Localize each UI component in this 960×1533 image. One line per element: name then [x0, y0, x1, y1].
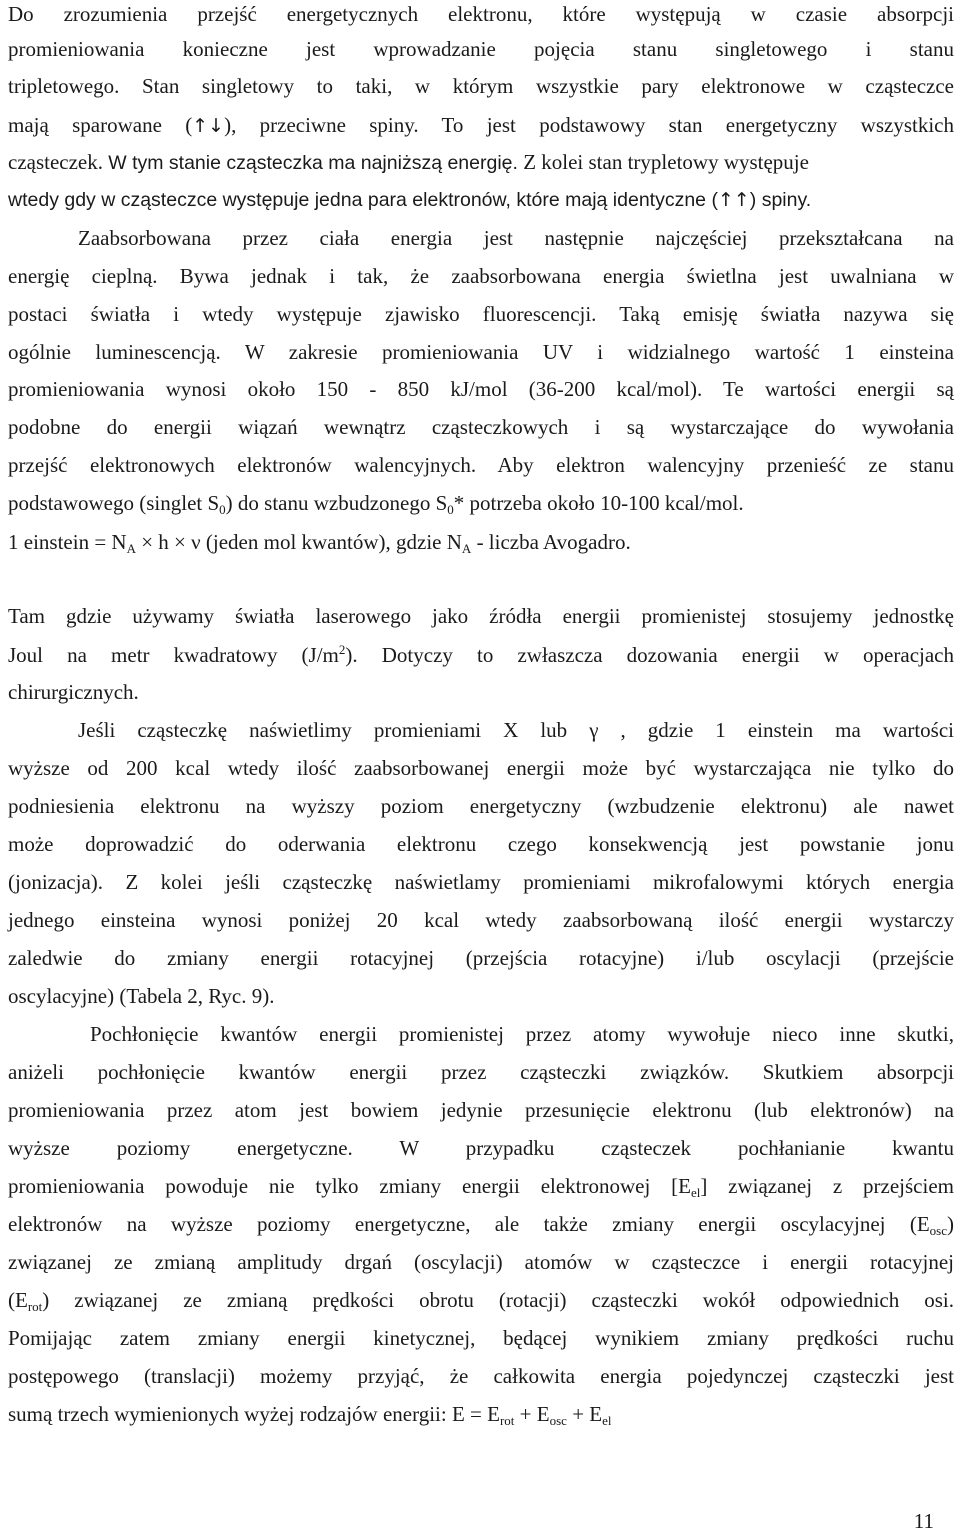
- spin-up-up-arrows-icon: ↑↑: [717, 189, 750, 211]
- paragraph-2-line-7: przejść elektronowych elektronów walencyjnych. Aby elektron walencyjny przenieść ze stanu: [8, 453, 954, 477]
- paragraph-4-line-1: Jeśli cząsteczkę naświetlimy promieniami X lub γ , gdzie 1 einstein ma wartości: [78, 718, 954, 742]
- text-segment: podstawowego (singlet S: [8, 491, 220, 515]
- paragraph-2-line-6: podobne do energii wiązań wewnątrz cząsteczkowych i są wystarczające do wywołania: [8, 415, 954, 439]
- subscript: osc: [929, 1223, 947, 1238]
- paragraph-1-line-4: [8, 113, 954, 138]
- text-segment: ) spiny.: [749, 189, 812, 211]
- text-segment: Z kolei stan trypletowy występuje: [523, 150, 809, 174]
- paragraph-2-line-2: energię cieplną. Bywa jednak i tak, że zaabsorbowana energia świetlna jest uwalniana w: [8, 264, 954, 288]
- text-segment: ) związanej ze zmianą prędkości obrotu (rotacji) cząsteczki wokół odpowiednich osi.: [42, 1288, 954, 1312]
- text-segment: + E: [566, 1402, 603, 1426]
- subscript: 0: [219, 502, 226, 517]
- subscript: rot: [27, 1299, 43, 1314]
- text-segment: ). Dotyczy to zwłaszcza dozowania energii w operacjach: [345, 643, 954, 667]
- paragraph-4-line-2: wyższe od 200 kcal wtedy ilość zaabsorbowanej energii może być wystarczająca nie tylko do: [8, 756, 954, 780]
- subscript: osc: [549, 1413, 567, 1428]
- text-segment: promieniowania powoduje nie tylko zmiany energii elektronowej [E: [8, 1174, 691, 1198]
- paragraph-4-line-4: może doprowadzić do oderwania elektronu czego konsekwencją jest powstanie jonu: [8, 832, 954, 856]
- paragraph-4-line-5: (jonizacja). Z kolei jeśli cząsteczkę naświetlamy promieniami mikrofalowymi których energia: [8, 870, 954, 894]
- paragraph-5-line-4: wyższe poziomy energetyczne. W przypadku cząsteczek pochłanianie kwantu: [8, 1136, 954, 1160]
- paragraph-5-line-11-energy-sum: [8, 1402, 954, 1426]
- text-segment: ), przeciwne spiny. To jest podstawowy stan energetyczny wszystkich: [224, 113, 954, 137]
- paragraph-3-line-3: chirurgicznych.: [8, 680, 139, 704]
- paragraph-5-line-1: Pochłonięcie kwantów energii promienistej przez atomy wywołuje nieco inne skutki,: [90, 1022, 954, 1046]
- text-segment: wtedy gdy w cząsteczce występuje jedna para elektronów, które mają identyczne (: [8, 189, 718, 211]
- subscript: A: [461, 541, 472, 556]
- paragraph-1-line-6: [8, 188, 954, 212]
- paragraph-5-line-6: [8, 1212, 954, 1236]
- paragraph-5-line-3: promieniowania przez atom jest bowiem jedynie przesunięcie elektronu (lub elektronów) na: [8, 1098, 954, 1122]
- paragraph-5-line-2: aniżeli pochłonięcie kwantów energii przez cząsteczki związków. Skutkiem absorpcji: [8, 1060, 954, 1084]
- paragraph-1-line-3: tripletowego. Stan singletowy to taki, w którym wszystkie pary elektronowe w cząsteczce: [8, 74, 954, 98]
- paragraph-3-line-2: [8, 643, 954, 667]
- subscript: 0: [447, 502, 454, 517]
- paragraph-2-line-1: Zaabsorbowana przez ciała energia jest następnie najczęściej przekształcana na: [78, 226, 954, 250]
- text-segment: mają sparowane (: [8, 113, 193, 137]
- paragraph-2-line-4: ogólnie luminescencją. W zakresie promieniowania UV i widzialnego wartość 1 einsteina: [8, 340, 954, 364]
- text-segment: (E: [8, 1288, 28, 1312]
- text-segment: 1 einstein = N: [8, 530, 127, 554]
- text-segment-sans: W tym stanie cząsteczka ma najniższą energię.: [108, 152, 518, 174]
- text-segment: ) do stanu wzbudzonego S: [225, 491, 448, 515]
- spin-up-down-arrows-icon: ↑↓: [192, 115, 225, 137]
- paragraph-5-line-8: [8, 1288, 954, 1312]
- subscript: rot: [499, 1413, 515, 1428]
- text-segment: - liczba Avogadro.: [471, 530, 631, 554]
- text-segment: + E: [514, 1402, 550, 1426]
- paragraph-2-line-8: [8, 491, 954, 515]
- paragraph-4-line-7: zaledwie do zmiany energii rotacyjnej (przejścia rotacyjne) i/lub oscylacji (przejście: [8, 946, 954, 970]
- text-segment: * potrzeba około 10-100 kcal/mol.: [453, 491, 744, 515]
- paragraph-4-line-3: podniesienia elektronu na wyższy poziom energetyczny (wzbudzenie elektronu) ale nawet: [8, 794, 954, 818]
- text-segment: ] związanej z przejściem: [700, 1174, 954, 1198]
- paragraph-1-line-2: promieniowania konieczne jest wprowadzanie pojęcia stanu singletowego i stanu: [8, 37, 954, 61]
- text-segment: × h × ν (jeden mol kwantów), gdzie N: [135, 530, 462, 554]
- subscript: A: [126, 541, 136, 556]
- paragraph-5-line-5: [8, 1174, 954, 1198]
- paragraph-2-line-5: promieniowania wynosi około 150 - 850 kJ/mol (36-200 kcal/mol). Te wartości energii są: [8, 377, 954, 401]
- text-segment: ): [947, 1212, 954, 1236]
- text-segment: Joul na metr kwadratowy (J/m: [8, 643, 339, 667]
- paragraph-1-line-1: Do zrozumienia przejść energetycznych elektronu, które występują w czasie absorpcji: [8, 2, 954, 26]
- paragraph-5-line-9: Pomijając zatem zmiany energii kinetycznej, będącej wynikiem zmiany prędkości ruchu: [8, 1326, 954, 1350]
- subscript: el: [602, 1413, 612, 1428]
- paragraph-5-line-10: postępowego (translacji) możemy przyjąć, że całkowita energia pojedynczej cząsteczki jest: [8, 1364, 954, 1388]
- paragraph-5-line-7: związanej ze zmianą amplitudy drgań (oscylacji) atomów w cząsteczce i energii rotacyjnej: [8, 1250, 954, 1274]
- subscript: el: [690, 1185, 701, 1200]
- text-segment: sumą trzech wymienionych wyżej rodzajów energii: E = E: [8, 1402, 500, 1426]
- paragraph-4-line-8: oscylacyjne) (Tabela 2, Ryc. 9).: [8, 984, 275, 1008]
- paragraph-1-line-5: [8, 150, 954, 175]
- superscript: 2: [338, 642, 346, 657]
- paragraph-4-line-6: jednego einsteina wynosi poniżej 20 kcal wtedy zaabsorbowaną ilość energii wystarczy: [8, 908, 954, 932]
- paragraph-2-line-9-einstein-formula: [8, 530, 954, 554]
- text-segment: cząsteczek.: [8, 150, 104, 174]
- page-number: 11: [913, 1509, 934, 1533]
- paragraph-3-line-1: Tam gdzie używamy światła laserowego jako źródła energii promienistej stosujemy jednostkę: [8, 604, 954, 628]
- text-segment: elektronów na wyższe poziomy energetyczne, ale także zmiany energii oscylacyjnej (E: [8, 1212, 930, 1236]
- paragraph-2-line-3: postaci światła i wtedy występuje zjawisko fluorescencji. Taką emisję światła nazywa się: [8, 302, 954, 326]
